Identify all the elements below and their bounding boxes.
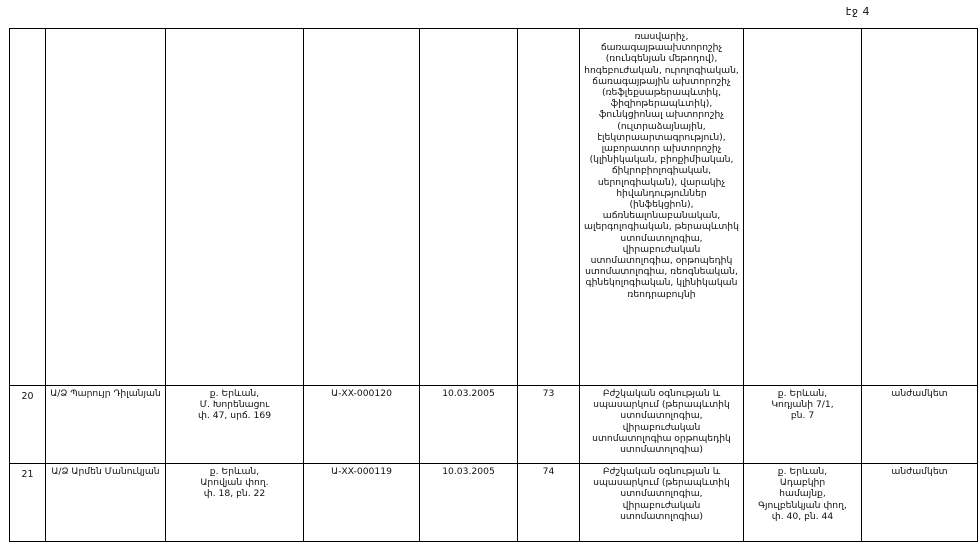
cell-registration: 74 [518,464,580,542]
cell-address [166,386,304,464]
cell-note [862,29,978,386]
cell-place [744,29,862,386]
cell-address [166,29,304,386]
cell-date: 10.03.2005 [420,386,518,464]
address-line: ք. Երևան, [209,466,260,477]
place-line: Ադաբկիր [779,477,826,489]
address-line: փ. 18, բն. 22 [203,488,266,500]
place-line: Կոդյանի 7/1, [771,399,834,411]
cell-number [10,29,46,386]
cell-activity: Բժշկական օգնության և սպասարկում (թերապևտիկ ստոմատոլոգիա, վիրաբուժական ստոմատոլոգիա օրթոպեդիկ ստոմատոլոգիա) [580,386,744,464]
address-line: Արովյան փող. [200,477,269,489]
cell-license [304,29,420,386]
table-row [10,464,978,542]
table-row [10,386,978,464]
cell-address [166,464,304,542]
cell-registration: 73 [518,386,580,464]
cell-note: անժամկետ [862,464,978,542]
table-row [10,29,978,386]
cell-place [744,386,862,464]
place-line: Գյուլբենկյան փող, [758,499,847,511]
place-line: ք. Երևան, [777,466,828,477]
license-registry-table [9,28,978,542]
cell-date [420,29,518,386]
cell-place [744,464,862,542]
address-line: Մ. Խորենացու [199,399,270,411]
cell-license: Ա-XX-000120 [304,386,420,464]
cell-note: անժամկետ [862,386,978,464]
cell-activity: Բժշկական օգնության և սպասարկում (թերապևտիկ ստոմատոլոգիա, վիրաբուժական ստոմատոլոգիա) [580,464,744,542]
cell-registration [518,29,580,386]
cell-license: Ա-XX-000119 [304,464,420,542]
place-line: բն. 7 [790,410,815,422]
address-line: փ. 47, սրճ. 169 [197,410,272,422]
place-line: ք. Երևան, [777,388,828,399]
cell-name: Ա/Ձ Պարույր Դիլանյան [46,386,166,464]
cell-number: 21 [10,464,46,542]
place-line: փ. 40, բն. 44 [771,510,834,522]
cell-name: Ա/Ձ Արմեն Մանուկյան [46,464,166,542]
page-number: էջ 4 [845,5,870,18]
place-line: համայնք, [779,488,826,500]
cell-name [46,29,166,386]
cell-number: 20 [10,386,46,464]
cell-date: 10.03.2005 [420,464,518,542]
address-line: ք. Երևան, [209,388,260,399]
cell-activity-continued: ռասվարիչ, ճառագայթաախտորոշիչ (ռունգենյան մեթոդով), հոգեբուժական, ուրոլոգիական, ճառագայթային ախտորոշիչ (ռեֆլեքսաթերապևտիկ, ֆիզիոթերապևտիկ), ֆունկցիոնալ ախտորոշիչ (ուլտրաձայնային, էլեկտրաարտագրություն), լաբորատոր ախտորոշիչ (կլինիկական, բիոքիմիական, ճիկրոբիոլոգիական, սերոլոգիական), վարակիչ հիվանդություններ (ինֆեկցիոն), աճռնեալոնաբանական, ալերգոլոգիական, թերապևտիկ ստոմատոլոգիա, վիրաբուժական ստոմատոլոգիա, օրթոպեդիկ ստոմատոլոգիա, ռեոգնեական, գինեկոլոգիական, կլինիկական ռեոդրաբույնի [580,29,744,386]
